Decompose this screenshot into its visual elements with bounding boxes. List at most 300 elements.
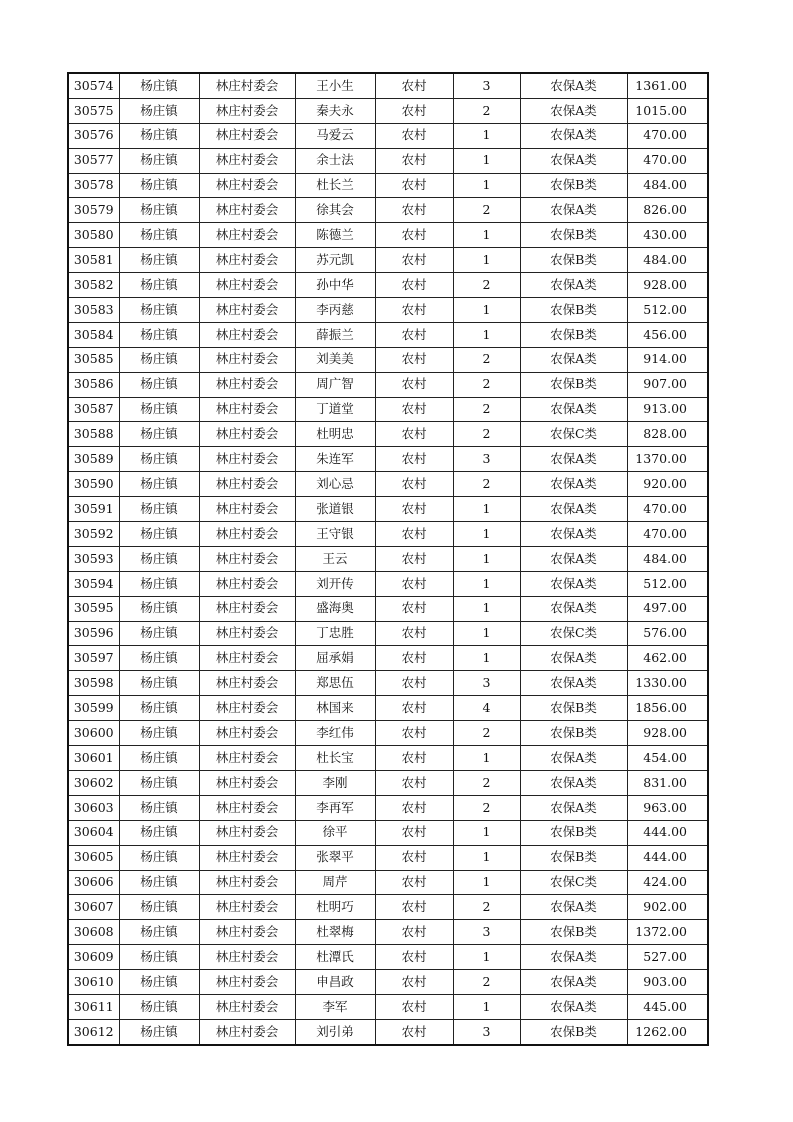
village-committee-cell: 林庄村委会 — [199, 248, 295, 273]
record-id-cell: 30601 — [68, 746, 119, 771]
person-name-cell: 郑思伍 — [295, 671, 375, 696]
town-cell: 杨庄镇 — [119, 322, 199, 347]
town-cell: 杨庄镇 — [119, 198, 199, 223]
record-id-cell: 30578 — [68, 173, 119, 198]
person-name-cell: 杜长宝 — [295, 746, 375, 771]
table-row — [68, 223, 708, 248]
person-name-cell: 杜潭氏 — [295, 945, 375, 970]
person-name-cell: 张道银 — [295, 497, 375, 522]
table-row — [68, 522, 708, 547]
household-type-cell: 农村 — [375, 970, 453, 995]
household-type-cell: 农村 — [375, 696, 453, 721]
town-cell: 杨庄镇 — [119, 447, 199, 472]
person-name-cell: 张翠平 — [295, 845, 375, 870]
household-size-cell: 2 — [453, 372, 520, 397]
amount-cell: 920.00 — [627, 472, 708, 497]
person-name-cell: 刘心忌 — [295, 472, 375, 497]
town-cell: 杨庄镇 — [119, 372, 199, 397]
household-size-cell: 1 — [453, 248, 520, 273]
person-name-cell: 杜长兰 — [295, 173, 375, 198]
record-id-cell: 30590 — [68, 472, 119, 497]
table-row — [68, 322, 708, 347]
record-id-cell: 30596 — [68, 621, 119, 646]
insurance-category-cell: 农保B类 — [520, 298, 627, 323]
household-type-cell: 农村 — [375, 347, 453, 372]
household-size-cell: 1 — [453, 123, 520, 148]
town-cell: 杨庄镇 — [119, 123, 199, 148]
person-name-cell: 盛海奥 — [295, 596, 375, 621]
person-name-cell: 杜明忠 — [295, 422, 375, 447]
village-committee-cell: 林庄村委会 — [199, 397, 295, 422]
insurance-category-cell: 农保A类 — [520, 397, 627, 422]
record-id-cell: 30574 — [68, 73, 119, 98]
town-cell: 杨庄镇 — [119, 148, 199, 173]
table-row — [68, 994, 708, 1019]
household-size-cell: 1 — [453, 298, 520, 323]
village-committee-cell: 林庄村委会 — [199, 148, 295, 173]
person-name-cell: 徐其会 — [295, 198, 375, 223]
table-row — [68, 472, 708, 497]
household-size-cell: 1 — [453, 746, 520, 771]
household-size-cell: 1 — [453, 596, 520, 621]
village-committee-cell: 林庄村委会 — [199, 347, 295, 372]
household-type-cell: 农村 — [375, 173, 453, 198]
household-type-cell: 农村 — [375, 322, 453, 347]
village-committee-cell: 林庄村委会 — [199, 472, 295, 497]
household-type-cell: 农村 — [375, 571, 453, 596]
table-row — [68, 970, 708, 995]
household-size-cell: 1 — [453, 322, 520, 347]
insurance-category-cell: 农保B类 — [520, 696, 627, 721]
insurance-category-cell: 农保A类 — [520, 273, 627, 298]
table-row — [68, 123, 708, 148]
household-type-cell: 农村 — [375, 123, 453, 148]
person-name-cell: 李军 — [295, 994, 375, 1019]
record-id-cell: 30602 — [68, 770, 119, 795]
record-id-cell: 30589 — [68, 447, 119, 472]
village-committee-cell: 林庄村委会 — [199, 1019, 295, 1044]
household-type-cell: 农村 — [375, 546, 453, 571]
household-size-cell: 1 — [453, 497, 520, 522]
record-id-cell: 30580 — [68, 223, 119, 248]
amount-cell: 497.00 — [627, 596, 708, 621]
table-row — [68, 248, 708, 273]
table-row — [68, 571, 708, 596]
amount-cell: 456.00 — [627, 322, 708, 347]
village-committee-cell: 林庄村委会 — [199, 198, 295, 223]
amount-cell: 826.00 — [627, 198, 708, 223]
insurance-category-cell: 农保A类 — [520, 347, 627, 372]
town-cell: 杨庄镇 — [119, 522, 199, 547]
village-committee-cell: 林庄村委会 — [199, 596, 295, 621]
village-committee-cell: 林庄村委会 — [199, 571, 295, 596]
village-committee-cell: 林庄村委会 — [199, 522, 295, 547]
household-type-cell: 农村 — [375, 397, 453, 422]
table-row — [68, 273, 708, 298]
insurance-category-cell: 农保A类 — [520, 571, 627, 596]
record-id-cell: 30603 — [68, 795, 119, 820]
household-type-cell: 农村 — [375, 820, 453, 845]
household-type-cell: 农村 — [375, 148, 453, 173]
insurance-category-cell: 农保A类 — [520, 895, 627, 920]
insurance-category-cell: 农保B类 — [520, 845, 627, 870]
village-committee-cell: 林庄村委会 — [199, 322, 295, 347]
insurance-category-cell: 农保C类 — [520, 621, 627, 646]
person-name-cell: 刘美美 — [295, 347, 375, 372]
insurance-category-cell: 农保C类 — [520, 422, 627, 447]
record-id-cell: 30584 — [68, 322, 119, 347]
record-id-cell: 30592 — [68, 522, 119, 547]
town-cell: 杨庄镇 — [119, 945, 199, 970]
person-name-cell: 朱连军 — [295, 447, 375, 472]
amount-cell: 484.00 — [627, 546, 708, 571]
record-id-cell: 30582 — [68, 273, 119, 298]
household-size-cell: 2 — [453, 895, 520, 920]
insurance-category-cell: 农保B类 — [520, 721, 627, 746]
insurance-category-cell: 农保A类 — [520, 497, 627, 522]
amount-cell: 430.00 — [627, 223, 708, 248]
insurance-category-cell: 农保A类 — [520, 994, 627, 1019]
table-row — [68, 596, 708, 621]
record-id-cell: 30606 — [68, 870, 119, 895]
household-size-cell: 3 — [453, 1019, 520, 1044]
record-id-cell: 30599 — [68, 696, 119, 721]
household-type-cell: 农村 — [375, 994, 453, 1019]
village-committee-cell: 林庄村委会 — [199, 447, 295, 472]
record-id-cell: 30587 — [68, 397, 119, 422]
town-cell: 杨庄镇 — [119, 173, 199, 198]
village-committee-cell: 林庄村委会 — [199, 223, 295, 248]
person-name-cell: 薛振兰 — [295, 322, 375, 347]
village-committee-cell: 林庄村委会 — [199, 770, 295, 795]
record-id-cell: 30591 — [68, 497, 119, 522]
roster-body — [68, 73, 708, 1045]
insurance-category-cell: 农保B类 — [520, 248, 627, 273]
person-name-cell: 李再军 — [295, 795, 375, 820]
household-size-cell: 4 — [453, 696, 520, 721]
person-name-cell: 屈承娟 — [295, 646, 375, 671]
insurance-category-cell: 农保A类 — [520, 148, 627, 173]
village-committee-cell: 林庄村委会 — [199, 422, 295, 447]
village-committee-cell: 林庄村委会 — [199, 945, 295, 970]
household-size-cell: 1 — [453, 845, 520, 870]
household-size-cell: 1 — [453, 571, 520, 596]
record-id-cell: 30597 — [68, 646, 119, 671]
village-committee-cell: 林庄村委会 — [199, 746, 295, 771]
household-size-cell: 1 — [453, 522, 520, 547]
record-id-cell: 30583 — [68, 298, 119, 323]
record-id-cell: 30588 — [68, 422, 119, 447]
village-committee-cell: 林庄村委会 — [199, 795, 295, 820]
amount-cell: 903.00 — [627, 970, 708, 995]
household-size-cell: 1 — [453, 546, 520, 571]
person-name-cell: 申昌政 — [295, 970, 375, 995]
amount-cell: 928.00 — [627, 721, 708, 746]
household-size-cell: 2 — [453, 472, 520, 497]
amount-cell: 1361.00 — [627, 73, 708, 98]
town-cell: 杨庄镇 — [119, 820, 199, 845]
person-name-cell: 余士法 — [295, 148, 375, 173]
table-row — [68, 646, 708, 671]
person-name-cell: 徐平 — [295, 820, 375, 845]
table-row — [68, 845, 708, 870]
village-committee-cell: 林庄村委会 — [199, 73, 295, 98]
insurance-category-cell: 农保B类 — [520, 1019, 627, 1044]
household-size-cell: 2 — [453, 970, 520, 995]
amount-cell: 444.00 — [627, 820, 708, 845]
household-type-cell: 农村 — [375, 845, 453, 870]
table-row — [68, 696, 708, 721]
table-row — [68, 1019, 708, 1044]
household-type-cell: 农村 — [375, 746, 453, 771]
town-cell: 杨庄镇 — [119, 621, 199, 646]
village-committee-cell: 林庄村委会 — [199, 621, 295, 646]
household-type-cell: 农村 — [375, 98, 453, 123]
record-id-cell: 30579 — [68, 198, 119, 223]
person-name-cell: 丁道堂 — [295, 397, 375, 422]
insurance-category-cell: 农保B类 — [520, 223, 627, 248]
household-type-cell: 农村 — [375, 522, 453, 547]
town-cell: 杨庄镇 — [119, 422, 199, 447]
person-name-cell: 刘开传 — [295, 571, 375, 596]
household-size-cell: 2 — [453, 397, 520, 422]
table-row — [68, 795, 708, 820]
town-cell: 杨庄镇 — [119, 920, 199, 945]
record-id-cell: 30585 — [68, 347, 119, 372]
amount-cell: 928.00 — [627, 273, 708, 298]
village-committee-cell: 林庄村委会 — [199, 671, 295, 696]
table-row — [68, 347, 708, 372]
town-cell: 杨庄镇 — [119, 671, 199, 696]
record-id-cell: 30604 — [68, 820, 119, 845]
record-id-cell: 30595 — [68, 596, 119, 621]
amount-cell: 1856.00 — [627, 696, 708, 721]
household-size-cell: 2 — [453, 422, 520, 447]
person-name-cell: 王守银 — [295, 522, 375, 547]
amount-cell: 1372.00 — [627, 920, 708, 945]
insurance-category-cell: 农保A类 — [520, 73, 627, 98]
household-size-cell: 1 — [453, 173, 520, 198]
insurance-category-cell: 农保A类 — [520, 98, 627, 123]
person-name-cell: 丁忠胜 — [295, 621, 375, 646]
person-name-cell: 孙中华 — [295, 273, 375, 298]
household-type-cell: 农村 — [375, 273, 453, 298]
town-cell: 杨庄镇 — [119, 248, 199, 273]
household-type-cell: 农村 — [375, 1019, 453, 1044]
town-cell: 杨庄镇 — [119, 746, 199, 771]
record-id-cell: 30605 — [68, 845, 119, 870]
table-row — [68, 746, 708, 771]
village-committee-cell: 林庄村委会 — [199, 273, 295, 298]
table-row — [68, 397, 708, 422]
household-size-cell: 3 — [453, 671, 520, 696]
town-cell: 杨庄镇 — [119, 298, 199, 323]
table-row — [68, 173, 708, 198]
insurance-category-cell: 农保A类 — [520, 447, 627, 472]
insurance-category-cell: 农保A类 — [520, 123, 627, 148]
insurance-category-cell: 农保A类 — [520, 198, 627, 223]
person-name-cell: 杜明巧 — [295, 895, 375, 920]
person-name-cell: 李红伟 — [295, 721, 375, 746]
household-type-cell: 农村 — [375, 223, 453, 248]
insurance-category-cell: 农保A类 — [520, 646, 627, 671]
table-row — [68, 895, 708, 920]
town-cell: 杨庄镇 — [119, 646, 199, 671]
table-row — [68, 98, 708, 123]
amount-cell: 914.00 — [627, 347, 708, 372]
person-name-cell: 李刚 — [295, 770, 375, 795]
town-cell: 杨庄镇 — [119, 596, 199, 621]
household-type-cell: 农村 — [375, 472, 453, 497]
insurance-category-cell: 农保A类 — [520, 945, 627, 970]
village-committee-cell: 林庄村委会 — [199, 646, 295, 671]
household-type-cell: 农村 — [375, 671, 453, 696]
table-row — [68, 621, 708, 646]
village-committee-cell: 林庄村委会 — [199, 372, 295, 397]
record-id-cell: 30575 — [68, 98, 119, 123]
roster-table — [67, 72, 709, 1046]
village-committee-cell: 林庄村委会 — [199, 98, 295, 123]
insurance-category-cell: 农保B类 — [520, 920, 627, 945]
household-type-cell: 农村 — [375, 895, 453, 920]
amount-cell: 445.00 — [627, 994, 708, 1019]
insurance-category-cell: 农保B类 — [520, 322, 627, 347]
table-row — [68, 820, 708, 845]
household-size-cell: 1 — [453, 870, 520, 895]
insurance-category-cell: 农保A类 — [520, 546, 627, 571]
person-name-cell: 秦夫永 — [295, 98, 375, 123]
person-name-cell: 刘引弟 — [295, 1019, 375, 1044]
household-type-cell: 农村 — [375, 422, 453, 447]
person-name-cell: 陈德兰 — [295, 223, 375, 248]
village-committee-cell: 林庄村委会 — [199, 546, 295, 571]
household-size-cell: 2 — [453, 273, 520, 298]
amount-cell: 828.00 — [627, 422, 708, 447]
record-id-cell: 30609 — [68, 945, 119, 970]
town-cell: 杨庄镇 — [119, 1019, 199, 1044]
amount-cell: 484.00 — [627, 248, 708, 273]
insurance-category-cell: 农保A类 — [520, 671, 627, 696]
amount-cell: 1330.00 — [627, 671, 708, 696]
amount-cell: 454.00 — [627, 746, 708, 771]
amount-cell: 907.00 — [627, 372, 708, 397]
household-type-cell: 农村 — [375, 447, 453, 472]
insurance-category-cell: 农保A类 — [520, 596, 627, 621]
household-size-cell: 1 — [453, 646, 520, 671]
town-cell: 杨庄镇 — [119, 98, 199, 123]
town-cell: 杨庄镇 — [119, 795, 199, 820]
household-size-cell: 2 — [453, 198, 520, 223]
household-size-cell: 1 — [453, 621, 520, 646]
record-id-cell: 30612 — [68, 1019, 119, 1044]
household-type-cell: 农村 — [375, 497, 453, 522]
insurance-category-cell: 农保C类 — [520, 870, 627, 895]
insurance-category-cell: 农保B类 — [520, 173, 627, 198]
record-id-cell: 30576 — [68, 123, 119, 148]
amount-cell: 462.00 — [627, 646, 708, 671]
person-name-cell: 周芹 — [295, 870, 375, 895]
table-row — [68, 422, 708, 447]
household-type-cell: 农村 — [375, 770, 453, 795]
village-committee-cell: 林庄村委会 — [199, 920, 295, 945]
amount-cell: 470.00 — [627, 148, 708, 173]
village-committee-cell: 林庄村委会 — [199, 123, 295, 148]
amount-cell: 470.00 — [627, 497, 708, 522]
village-committee-cell: 林庄村委会 — [199, 497, 295, 522]
town-cell: 杨庄镇 — [119, 721, 199, 746]
insurance-category-cell: 农保A类 — [520, 472, 627, 497]
town-cell: 杨庄镇 — [119, 273, 199, 298]
record-id-cell: 30600 — [68, 721, 119, 746]
town-cell: 杨庄镇 — [119, 696, 199, 721]
household-size-cell: 2 — [453, 770, 520, 795]
town-cell: 杨庄镇 — [119, 223, 199, 248]
amount-cell: 1262.00 — [627, 1019, 708, 1044]
town-cell: 杨庄镇 — [119, 472, 199, 497]
table-row — [68, 546, 708, 571]
amount-cell: 424.00 — [627, 870, 708, 895]
town-cell: 杨庄镇 — [119, 994, 199, 1019]
amount-cell: 512.00 — [627, 571, 708, 596]
table-row — [68, 671, 708, 696]
person-name-cell: 李丙慈 — [295, 298, 375, 323]
record-id-cell: 30586 — [68, 372, 119, 397]
household-size-cell: 2 — [453, 98, 520, 123]
household-size-cell: 2 — [453, 347, 520, 372]
village-committee-cell: 林庄村委会 — [199, 173, 295, 198]
town-cell: 杨庄镇 — [119, 571, 199, 596]
table-row — [68, 198, 708, 223]
village-committee-cell: 林庄村委会 — [199, 845, 295, 870]
record-id-cell: 30593 — [68, 546, 119, 571]
amount-cell: 831.00 — [627, 770, 708, 795]
household-size-cell: 3 — [453, 447, 520, 472]
town-cell: 杨庄镇 — [119, 347, 199, 372]
table-row — [68, 372, 708, 397]
person-name-cell: 马爱云 — [295, 123, 375, 148]
household-type-cell: 农村 — [375, 920, 453, 945]
amount-cell: 484.00 — [627, 173, 708, 198]
household-type-cell: 农村 — [375, 596, 453, 621]
table-row — [68, 497, 708, 522]
amount-cell: 576.00 — [627, 621, 708, 646]
town-cell: 杨庄镇 — [119, 870, 199, 895]
table-row — [68, 945, 708, 970]
amount-cell: 913.00 — [627, 397, 708, 422]
amount-cell: 444.00 — [627, 845, 708, 870]
record-id-cell: 30581 — [68, 248, 119, 273]
town-cell: 杨庄镇 — [119, 497, 199, 522]
insurance-category-cell: 农保A类 — [520, 522, 627, 547]
household-type-cell: 农村 — [375, 248, 453, 273]
household-size-cell: 1 — [453, 994, 520, 1019]
person-name-cell: 王云 — [295, 546, 375, 571]
table-row — [68, 447, 708, 472]
household-size-cell: 1 — [453, 945, 520, 970]
household-type-cell: 农村 — [375, 73, 453, 98]
household-size-cell: 2 — [453, 795, 520, 820]
table-row — [68, 73, 708, 98]
amount-cell: 527.00 — [627, 945, 708, 970]
household-type-cell: 农村 — [375, 198, 453, 223]
town-cell: 杨庄镇 — [119, 73, 199, 98]
table-row — [68, 148, 708, 173]
household-size-cell: 1 — [453, 223, 520, 248]
insurance-category-cell: 农保A类 — [520, 795, 627, 820]
village-committee-cell: 林庄村委会 — [199, 895, 295, 920]
household-size-cell: 3 — [453, 73, 520, 98]
table-row — [68, 298, 708, 323]
